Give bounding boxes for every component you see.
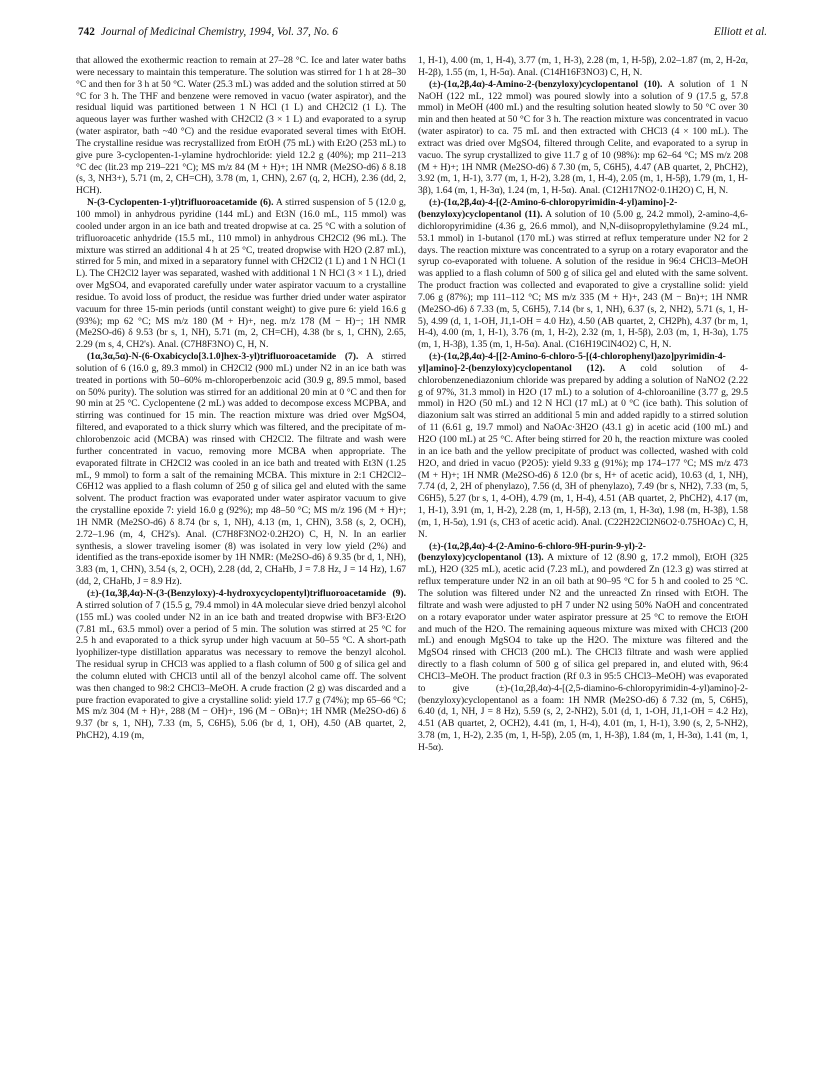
paragraph [76,55,406,197]
paragraph [76,197,406,351]
paragraph-text: A cold solution of 4-chlorobenzenediazonium chloride was prepared by adding a solution of NaNO2 (2.22 g of 97%, 31.3 mmol) in H2O (17 mL) to a solution of 4-chloroaniline (3.77 g, 29.5 mmol) in H2O (50 mL) and 12 N HCl (17 mL) at 0 °C (ice bath). This solution of diazonium salt was stirred an additional 5 min and added rapidly to a stirred solution of 11 (6.61 g, 19.7 mmol) and NaOAc·3H2O (43.1 g) in acetic acid (100 mL) and H2O (100 mL) at 25 °C. After being stirred for 20 h, the reaction mixture was cooled in an ice bath and the yellow precipitate of product was collected, washed with cold H2O, and dried in vacuo (P2O5): yield 9.33 g (91%); mp 174–177 °C; MS m/z 473 (M + H)+; 1H NMR (Me2SO-d6) δ 12.0 (br s, H+ of acetic acid), 10.63 (d, 1, NH), 7.74 (d, 2, 2H of phenylazo), 7.56 (d, 3H of phenylazo), 7.49 (br s, NH2), 7.33 (m, 5, C6H5), 5.27 (br s, 1, 4-OH), 4.79 (m, 1, H-4), 4.51 (AB quartet, 2, PhCH2), 4.17 (m, 1, H-1), 3.91 (m, 1, H-2), 2.28 (m, 1, H-5β), 2.13 (m, 1, H-3α), 1.98 (m, H-3β), 1.58 (m, 1, H-5α), 1.91 (s, CH3 of acetic acid). Anal. (C22H22Cl2N6O2·0.75HOAc) C, H, N. [418,362,748,540]
page-number: 742 [78,26,95,38]
paragraph [418,541,748,754]
compound-heading: (±)-(1α,2β,4α)-4-[(2-Amino-6-chloropyrimidin-4-yl)amino]-2-(benzyloxy)cyclopentanol (11). [418,197,678,220]
paragraph [418,351,748,541]
right-column [418,55,748,1055]
paragraph [76,351,406,588]
paragraph [76,588,406,742]
paragraph-text: A solution of 1 N NaOH (122 mL, 122 mmol) was poured slowly into a solution of 9 (17.5 g, 57.8 mmol) in MeOH (400 mL) and the resulting solution heated slowly to 50 °C over 30 min and then heated at 50 °C for 3 h. The reaction mixture was concentrated in vacuo (water aspirator) to ca. 75 mL and then extracted with CHCl3 (4 × 100 mL). The extract was dried over MgSO4, filtered through Celite, and evaporated to a syrup in vacuo. The syrup crystallized to give 11.7 g of 10 (98%): mp 62–64 °C; MS m/z 208 (M + H)+; 1H NMR (Me2SO-d6) δ 7.30 (m, 5, C6H5), 4.47 (AB quartet, 2, PhCH2), 3.92 (m, 1, H-1), 3.77 (m, 1, H-2), 3.28 (m, 1, H-4), 2.05 (m, 1, H-5β), 1.79 (m, 1, H-3β), 1.64 (m, 1, H-3α), 1.24 (m, 1, H-5α). Anal. (C12H17NO2·0.1H2O) C, H, N. [418,78,748,197]
paragraph-text: A mixture of 12 (8.90 g, 17.2 mmol), EtOH (325 mL), H2O (325 mL), acetic acid (7.23 mL), and powdered Zn (12.3 g) was stirred at reflux temperature under N2 in an oil bath at 90–95 °C for 5 h and cooled to 25 °C. The solution was filtered under N2 and the unreacted Zn rinsed with EtOH. The filtrate and wash were adjusted to pH 7 under N2 using 50% NaOH and concentrated on a rotary evaporator under water aspirator pressure at 25 °C to remove the EtOH and much of the H2O. The remaining aqueous mixture was mixed with CHCl3 (200 mL) and enough MgSO4 to take up the H2O. The mixture was filtered and the MgSO4 rinsed with CHCl3 (200 mL). The CHCl3 filtrate and wash were applied directly to a flash column of 500 g of silica gel prepared in, and eluted with, 96:4 CHCl3–MeOH. The product fraction (Rf 0.3 in 95:5 CHCl3–MeOH) was evaporated to give (±)-(1α,2β,4α)-4-[(2,5-diamino-6-chloropyrimidin-4-yl)amino]-2-(benzyloxy)cyclopentanol as a foam: 1H NMR (Me2SO-d6) δ 7.32 (m, 5, C6H5), 6.40 (d, 1, NH, J = 8 Hz), 5.59 (s, 2, 2-NH2), 5.01 (d, 1, 1-OH, J1,1-OH = 4.2 Hz), 4.51 (AB quartet, 2, OCH2), 4.41 (m, 1, H-4), 4.01 (m, 1, H-1), 3.90 (s, 2, 5-NH2), 3.78 (m, 1, H-2), 2.35 (m, 1, H-5β), 2.05 (m, 1, H-3β), 1.84 (m, 1, H-3α), 1.41 (m, 1, H-5α). [418,552,748,753]
compound-heading: (±)-(1α,2β,4α)-4-Amino-2-(benzyloxy)cyclopentanol (10). [429,78,663,90]
paragraph-text: that allowed the exothermic reaction to remain at 27–28 °C. Ice and later water baths were necessary to maintain this temperature. The solution was stirred for 1 h at 28–30 °C and then for 3 h at 50 °C. Water (25.3 mL) was added and the solution stirred at 50 °C for 3 h. The THF and benzene were removed in vacuo (water aspirator), and the residual liquid was partitioned between 1 N HCl (1 L) and CH2Cl2 (1 L). The aqueous layer was further washed with CH2Cl2 (3 × 1 L) and evaporated to a syrup (water aspirator, bath ~40 °C) and the residue evaporated several times with EtOH. The crystalline residue was recrystallized from EtOH (75 mL) with Et2O (253 mL) to give pure 3-cyclopenten-1-ylamine hydrochloride: yield 12.2 g (40%); mp 211–213 °C dec (lit.23 mp 219–221 °C); MS m/z 84 (M + H)+; 1H NMR (Me2SO-d6) δ 8.18 (s, 3, NH3+), 5.71 (m, 2, CH=CH), 3.78 (m, 1, CHN), 2.67 (q, 2, HCH), 2.36 (dd, 2, HCH). [76,55,406,197]
paragraph-text: A stirred solution of 6 (16.0 g, 89.3 mmol) in CH2Cl2 (900 mL) under N2 in an ice bath was treated in portions with 50–60% m-chloroperbenzoic acid (30.9 g, 89.5 mmol, based on 50% purity). The solution was stirred for an additional 20 min at 0 °C and then for 90 min at 25 °C. Cyclopentene (2 mL) was added to decompose excess MCPBA, and stirring was continued for 15 min. The reaction mixture was dried over MgSO4, filtered, and evaporated to a thick slurry which was filtered, and the precipitate of m-chlorobenzoic acid (MCBA) was rinsed with CH2Cl2. The filtrate and wash were further concentrated in vacuo, removing more MCBA when appropriate. The evaporated filtrate in CH2Cl2 was cooled in an ice bath and treated with Et3N (1.25 mL, 9 mmol) to form a salt of the remaining MCBA. This mixture in 2:1 CH2Cl2–C6H12 was applied to a flash column of 250 g of silica gel and eluted with the same solvent. The product fraction was evaporated under water aspirator vacuum to give the crystalline epoxide 7: yield 16.0 g (92%); mp 48–50 °C; MS m/z 196 (M + H)+; 1H NMR (Me2SO-d6) δ 8.74 (br s, 1, NH), 4.13 (m, 1, CHN), 3.58 (s, 2, OCH), 2.72–1.96 (m, 4, CH2's). Anal. (C7H8F3NO2·0.2H2O) C, H, N. In an earlier synthesis, a slower traveling isomer (8) was isolated in very low yield (2%) and identified as the trans-epoxide isomer by 1H NMR: (Me2SO-d6) δ 9.35 (br d, 1, NH), 3.83 (m, 1, CHN), 3.54 (s, 2, OCH), 2.28 (dd, 2, CHaHb, J = 7.8 Hz, J = 14 Hz), 1.67 (dd, 2, CHaHb, J = 8.9 Hz). [76,351,406,588]
compound-heading: (1α,3α,5α)-N-(6-Oxabicyclo[3.1.0]hex-3-yl)trifluoroacetamide (7). [87,351,359,363]
paragraph [418,79,748,197]
paragraph-text: A stirred suspension of 5 (12.0 g, 100 mmol) in anhydrous pyridine (144 mL) and Et3N (16.0 mL, 115 mmol) was cooled under argon in an ice bath and treated dropwise at ca. 25 °C with a solution of trifluoroacetic anhydride (15.5 mL, 110 mmol) in anhydrous CH2Cl2 (96 mL). The mixture was stirred an additional 4 h at 25 °C, treated dropwise with H2O (2.87 mL), stirred for 5 min, and mixed in a separatory funnel with CH2Cl2 (1 L) and 1 N HCl (1 L). The CH2Cl2 layer was separated, washed with additional 1 N HCl (3 × 1 L), dried over MgSO4, and evaporated carefully under water aspirator vacuum to a crystalline residue. To avoid loss of product, the residue was further dried under water aspirator vacuum for three 15-min periods (until constant weight) to give pure 6: yield 16.6 g (93%); mp 62 °C; MS m/z 180 (M + H)+, neg. m/z 178 (M − H)−; 1H NMR (Me2SO-d6) δ 9.53 (br s, 1, NH), 5.71 (m, 2, CH=CH), 4.38 (br s, 1, CHN), 2.65, 2.29 (m s, 4, CH2's). Anal. (C7H8F3NO) C, H, N. [76,197,406,351]
running-authors: Elliott et al. [713,26,767,38]
paragraph-text: 1, H-1), 4.00 (m, 1, H-4), 3.77 (m, 1, H-3), 2.28 (m, 1, H-5β), 2.02–1.87 (m, 2, H-2α, H-2β), 1.55 (m, 1, H-5α). Anal. (C14H16F3NO3) C, H, N. [418,55,748,78]
paragraph-text: A solution of 10 (5.00 g, 24.2 mmol), 2-amino-4,6-dichloropyrimidine (4.36 g, 26.6 mmol), and N,N-diisopropylethylamine (9.24 mL, 53.1 mmol) in 1-butanol (170 mL) was stirred at reflux temperature under N2 for 2 days. The reaction mixture was concentrated to a syrup on a rotary evaporator and the syrup co-evaporated with toluene. A solution of the residue in 96:4 CHCl3–MeOH was applied to a flash column of 500 g of silica gel and eluted with the same solvent. The product fraction was collected and evaporated to give a crystalline solid: yield 7.06 g (87%); mp 111–112 °C; MS m/z 335 (M + H)+, 243 (M − Bn)+; 1H NMR (Me2SO-d6) δ 7.33 (m, 5, C6H5), 7.14 (br s, 1, NH), 6.37 (s, 2, NH2), 5.71 (s, 1, H-5), 4.99 (d, 1, 1-OH, J1,1-OH = 4.0 Hz), 4.50 (AB quartet, 2, CH2Ph), 4.37 (br m, 1, H-4), 4.00 (m, 1, H-1), 3.76 (m, 1, H-2), 2.32 (m, 1, H-5β), 2.03 (m, 1, H-3α), 1.75 (m, 1, H-3β), 1.35 (m, 1, H-5α). Anal. (C16H19ClN4O2) C, H, N. [418,208,748,351]
compound-heading: (±)-(1α,2β,4α)-4-[[2-Amino-6-chloro-5-[(4-chlorophenyl)azo]pyrimidin-4-yl]amino]-2-(benzyloxy)cyclopentanol (12). [418,351,726,374]
left-column [76,55,406,1055]
compound-heading: N-(3-Cyclopenten-1-yl)trifluoroacetamide (6). [87,197,274,209]
paragraph [418,197,748,351]
journal-citation: Journal of Medicinal Chemistry, 1994, Vol. 37, No. 6 [100,26,338,38]
paragraph [418,55,748,79]
running-header [78,26,767,42]
paragraph-text: A stirred solution of 7 (15.5 g, 79.4 mmol) in 4A molecular sieve dried benzyl alcohol (155 mL) was cooled under N2 in an ice bath and treated dropwise with BF3·Et2O (7.81 mL, 63.5 mmol) over a period of 5 min. The solution was stirred at 25 °C for 2.5 h and evaporated to a thick syrup under high vacuum at 50–55 °C. A short-path lyophilizer-type distillation apparatus was necessary to remove the benzyl alcohol. The residual syrup in CHCl3 was applied to a flash column of 500 g of silica gel and the column eluted with CHCl3 until all of the benzyl alcohol came off. The solvent was then changed to 98:2 CHCl3–MeOH. A crude fraction (2 g) was discarded and a pure fraction evaporated to give a crystalline solid: yield 17.7 g (74%); mp 65–66 °C; MS m/z 304 (M + H)+, 288 (M − OH)+, 196 (M − OBn)+; 1H NMR (Me2SO-d6) δ 9.37 (br s, 1, NH), 7.33 (m, 5, C6H5), 5.06 (br d, 1, OH), 4.50 (AB quartet, 2, PhCH2), 4.19 (m, [76,599,406,742]
compound-heading: (±)-(1α,3β,4α)-N-(3-(Benzyloxy)-4-hydroxycyclopentyl)trifluoroacetamide (9). [87,587,406,599]
compound-heading: (±)-(1α,2β,4α)-4-(2-Amino-6-chloro-9H-purin-9-yl)-2-(benzyloxy)cyclopentanol (13). [418,540,646,564]
